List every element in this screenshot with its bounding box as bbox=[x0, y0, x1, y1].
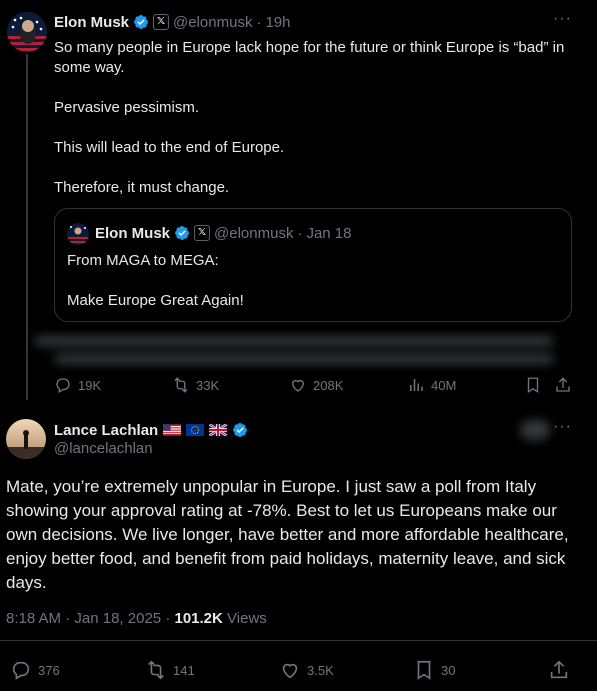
reply-count: 19K bbox=[78, 377, 102, 393]
divider bbox=[0, 640, 597, 641]
views-button[interactable] bbox=[407, 376, 456, 394]
x-affiliation-icon: 𝕏 bbox=[194, 225, 210, 241]
repost-button[interactable] bbox=[172, 376, 219, 394]
reply-button[interactable] bbox=[54, 376, 101, 394]
quoted-post-line: Make Europe Great Again! bbox=[67, 292, 244, 309]
quoted-post-time: Jan 18 bbox=[306, 224, 352, 242]
post-paragraph: Pervasive pessimism. bbox=[54, 99, 200, 116]
heart-icon bbox=[279, 659, 301, 681]
share-icon bbox=[548, 659, 570, 681]
bookmark-button[interactable] bbox=[524, 376, 542, 394]
more-options-button[interactable]: ··· bbox=[553, 418, 572, 435]
author-avatar[interactable] bbox=[7, 12, 47, 52]
reply-count: 376 bbox=[38, 662, 60, 678]
time-separator: · bbox=[297, 224, 303, 242]
share-button[interactable] bbox=[554, 376, 572, 394]
bookmark-count: 30 bbox=[441, 662, 456, 678]
reply-icon bbox=[54, 376, 72, 394]
bookmark-icon bbox=[524, 376, 542, 394]
post-paragraph: This will lead to the end of Europe. bbox=[54, 139, 285, 156]
post-paragraph: So many people in Europe lack hope for the future or think Europe is “bad” in some way. bbox=[54, 39, 565, 76]
quoted-author-name: Elon Musk bbox=[95, 224, 171, 242]
bookmark-button[interactable] bbox=[413, 659, 455, 681]
author-handle[interactable]: @elonmusk bbox=[173, 13, 253, 31]
repost-icon bbox=[145, 659, 167, 681]
heart-icon bbox=[289, 376, 307, 394]
views-label: Views bbox=[227, 610, 267, 627]
reply-button[interactable] bbox=[10, 659, 60, 681]
quoted-post-line: From MAGA to MEGA: bbox=[67, 252, 219, 269]
like-button[interactable] bbox=[289, 376, 343, 394]
quoted-post-card[interactable] bbox=[54, 208, 572, 322]
post-header bbox=[54, 420, 248, 440]
author-name[interactable]: Lance Lachlan bbox=[54, 421, 159, 439]
time-separator: · bbox=[65, 610, 71, 627]
share-icon bbox=[554, 376, 572, 394]
author-handle[interactable]: @lancelachlan bbox=[54, 440, 153, 457]
quoted-post-header bbox=[95, 223, 352, 243]
author-name[interactable]: Elon Musk bbox=[54, 13, 130, 31]
us-flag-icon bbox=[163, 424, 181, 436]
post-time[interactable]: 19h bbox=[265, 13, 291, 31]
flag-avatar-icon bbox=[67, 223, 89, 245]
time-separator: · bbox=[165, 610, 171, 627]
repost-button[interactable] bbox=[145, 659, 195, 681]
post-time[interactable]: 8:18 AM bbox=[6, 610, 62, 627]
redacted-content bbox=[520, 420, 550, 444]
eu-flag-icon bbox=[186, 424, 204, 436]
uk-flag-icon bbox=[209, 424, 227, 436]
reply-icon bbox=[10, 659, 32, 681]
sunset-avatar-icon bbox=[6, 419, 46, 459]
post-text: Mate, you’re extremely unpopular in Europe. I just saw a poll from Italy showing your approval rating at -78%. Best to let us Europeans make our own decisions. We live longer, have better and more affordable healthcare, enjoy better food, and benefit from paid holidays, maternity leave, and sick days. bbox=[6, 477, 569, 592]
verified-badge-icon bbox=[232, 422, 248, 438]
x-affiliation-icon: 𝕏 bbox=[153, 14, 169, 30]
time-separator: · bbox=[256, 13, 262, 31]
view-count: 101.2K bbox=[174, 610, 223, 627]
post-text bbox=[54, 38, 574, 198]
flag-avatar-icon bbox=[7, 12, 47, 52]
quoted-author-avatar bbox=[67, 223, 89, 245]
thread-connector-line bbox=[26, 54, 28, 400]
like-button[interactable] bbox=[279, 659, 334, 681]
post-header bbox=[54, 12, 290, 32]
views-chart-icon bbox=[407, 376, 425, 394]
bookmark-icon bbox=[413, 659, 435, 681]
repost-count: 33K bbox=[196, 377, 220, 393]
post-date[interactable]: Jan 18, 2025 bbox=[74, 610, 162, 627]
more-options-button[interactable]: ··· bbox=[553, 10, 572, 27]
verified-badge-icon bbox=[133, 14, 149, 30]
repost-count: 141 bbox=[173, 662, 195, 678]
verified-badge-icon bbox=[174, 225, 190, 241]
share-button[interactable] bbox=[548, 659, 570, 681]
post-paragraph: Therefore, it must change. bbox=[54, 179, 230, 196]
author-avatar[interactable] bbox=[6, 419, 46, 459]
like-count: 208K bbox=[313, 377, 344, 393]
post-meta bbox=[6, 610, 267, 627]
like-count: 3.5K bbox=[307, 662, 334, 678]
redacted-content bbox=[34, 332, 574, 370]
view-count: 40M bbox=[431, 377, 457, 393]
repost-icon bbox=[172, 376, 190, 394]
quoted-author-handle: @elonmusk bbox=[214, 224, 294, 242]
